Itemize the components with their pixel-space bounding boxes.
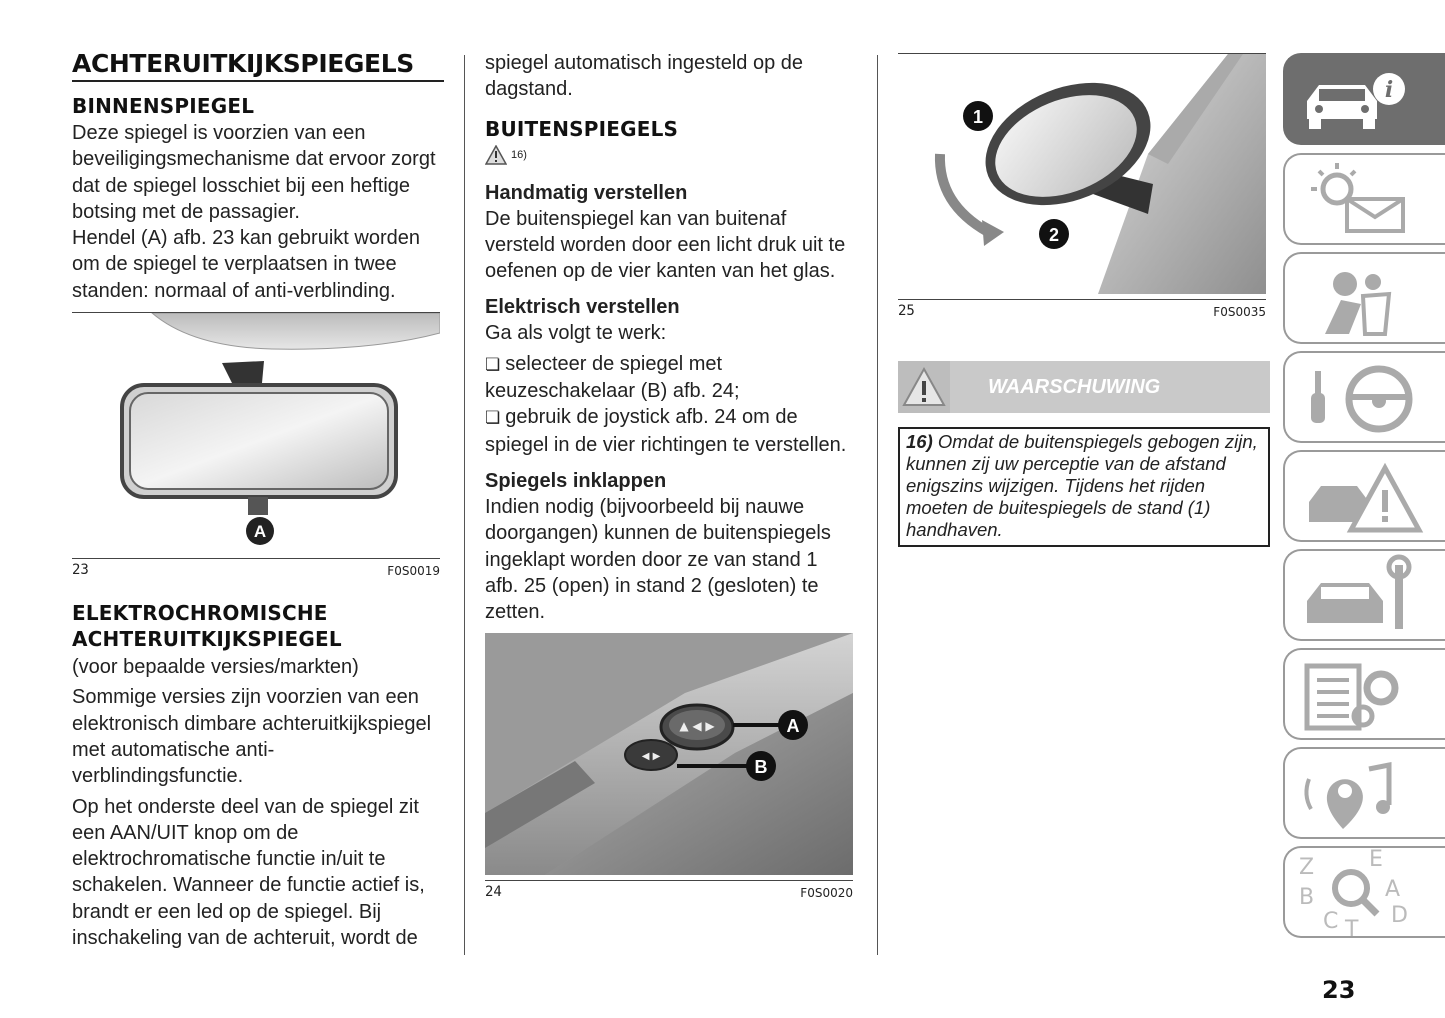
- multimedia-icon: [1285, 749, 1435, 839]
- svg-text:Z: Z: [1299, 855, 1315, 880]
- svg-text:B: B: [1299, 885, 1315, 910]
- warning-title: WAARSCHUWING: [988, 375, 1161, 398]
- tab-warning-lights[interactable]: [1283, 153, 1445, 245]
- svg-text:A: A: [253, 522, 267, 542]
- svg-text:T: T: [1345, 917, 1359, 938]
- figure-23: [72, 312, 440, 578]
- figure-25: [898, 53, 1266, 319]
- svg-text:1: 1: [972, 107, 984, 127]
- warning-body: [898, 427, 1270, 547]
- svg-text:E: E: [1369, 848, 1383, 872]
- warning-lights-icon: [1285, 155, 1435, 245]
- paragraph: Hendel (A) afb. 23 kan gebruikt worden om de spiegel te verplaatsen in twee standen: normaal of anti-verblinding.: [72, 227, 420, 302]
- column-divider: [464, 55, 465, 955]
- svg-text:A: A: [786, 716, 800, 737]
- paragraph: De buitenspiegel kan van buitenaf versteld worden door een licht druk uit te oefenen op de vier kanten van het glas.: [485, 207, 846, 283]
- figure-code: F0S0020: [800, 886, 853, 901]
- figure-number: 25: [898, 303, 915, 319]
- column-1: [72, 50, 444, 951]
- section-heading-elektrochromische: ELEKTROCHROMISCHE ACHTERUITKIJKSPIEGEL: [72, 601, 342, 652]
- maintenance-icon: [1285, 551, 1435, 641]
- tab-index[interactable]: [1283, 846, 1445, 938]
- tab-safety[interactable]: [1283, 252, 1445, 344]
- warning-header: [898, 361, 1270, 413]
- subheading: Spiegels inklappen: [485, 469, 667, 492]
- car-info-icon: [1285, 55, 1435, 147]
- index-icon: [1285, 848, 1435, 938]
- paragraph: Deze spiegel is voorzien van een beveiligingsmechanisme dat ervoor zorgt dat de spiegel losschiet bij een heftige botsing met de passagier.: [72, 122, 436, 223]
- column-divider: [877, 55, 878, 955]
- svg-text:2: 2: [1048, 225, 1060, 245]
- tab-car-info[interactable]: [1283, 53, 1445, 145]
- page-number: 23: [1322, 976, 1356, 1004]
- svg-text:D: D: [1391, 903, 1408, 928]
- figure-number: 23: [72, 562, 89, 579]
- figure-code: F0S0035: [1213, 305, 1266, 319]
- page-title: ACHTERUITKIJKSPIEGELS: [72, 50, 444, 82]
- figure-code: F0S0019: [387, 564, 440, 579]
- paragraph: Op het onderste deel van de spiegel zit een AAN/UIT knop om de elektrochromatische functie in/uit te schakelen. Wanneer de functie actief is, brandt er een led op de spiegel. Bij inschakeling van de achteruit, wordt de: [72, 795, 425, 950]
- figure-number: 24: [485, 884, 502, 901]
- figure-caption: [485, 880, 853, 900]
- subheading: Handmatig verstellen: [485, 181, 688, 204]
- column-2: [485, 50, 855, 900]
- figure-caption: [72, 558, 440, 578]
- figure-caption: [898, 299, 1266, 319]
- warning-ref: 16): [906, 431, 933, 452]
- rearview-mirror-illustration: [72, 313, 440, 553]
- emergency-icon: [1285, 452, 1435, 542]
- safety-airbag-icon: [1285, 254, 1435, 344]
- tab-emergency[interactable]: [1283, 450, 1445, 542]
- warning-triangle-icon: [485, 145, 507, 165]
- paragraph-note: (voor bepaalde versies/markten): [72, 656, 359, 679]
- paragraph: spiegel automatisch ingesteld op de dagstand.: [485, 52, 803, 101]
- technical-data-icon: [1285, 650, 1435, 740]
- svg-text:B: B: [754, 757, 768, 778]
- tab-starting-driving[interactable]: [1283, 351, 1445, 443]
- section-heading-binnenspiegel: BINNENSPIEGEL: [72, 94, 255, 118]
- svg-text:▲ ◀ ▶: ▲ ◀ ▶: [679, 719, 715, 734]
- column-3: [898, 53, 1270, 547]
- section-heading-buitenspiegels: BUITENSPIEGELS: [485, 116, 679, 141]
- key-steering-icon: [1285, 353, 1435, 443]
- tab-technical-data[interactable]: [1283, 648, 1445, 740]
- paragraph: Ga als volgt te werk:: [485, 322, 667, 345]
- svg-text:◀ ▶: ◀ ▶: [641, 751, 661, 763]
- tab-multimedia[interactable]: [1283, 747, 1445, 839]
- svg-text:i: i: [1384, 77, 1394, 103]
- warning-reference: 16): [485, 145, 527, 165]
- mirror-control-switch-illustration: [485, 633, 853, 875]
- subheading: Elektrisch verstellen: [485, 296, 680, 319]
- warning-triangle-icon: [898, 361, 950, 413]
- svg-text:A: A: [1385, 877, 1401, 902]
- figure-24: [485, 633, 853, 900]
- tab-maintenance[interactable]: [1283, 549, 1445, 641]
- chapter-sidebar: [1283, 53, 1445, 953]
- warning-text: Omdat de buitenspiegels gebogen zijn, kunnen zij uw perceptie van de afstand enigszins wijzigen. Tijdens het rijden moeten de buitespiegels de stand (1) handhaven.: [906, 431, 1258, 540]
- paragraph: Sommige versies zijn voorzien van een elektronisch dimbare achteruitkijkspiegel met automatische anti-verblindingsfunctie.: [72, 686, 432, 788]
- list-item: ❏ selecteer de spiegel met keuzeschakelaar (B) afb. 24;: [485, 351, 855, 405]
- paragraph: Indien nodig (bijvoorbeeld bij nauwe doorgangen) kunnen de buitenspiegels ingeklapt worden door ze van stand 1 afb. 25 (open) in stand 2 (gesloten) te zetten.: [485, 495, 831, 624]
- exterior-mirror-illustration: [898, 54, 1266, 294]
- list-item: ❏ gebruik de joystick afb. 24 om de spiegel in de vier richtingen te verstellen.: [485, 404, 855, 458]
- svg-text:C: C: [1323, 909, 1339, 934]
